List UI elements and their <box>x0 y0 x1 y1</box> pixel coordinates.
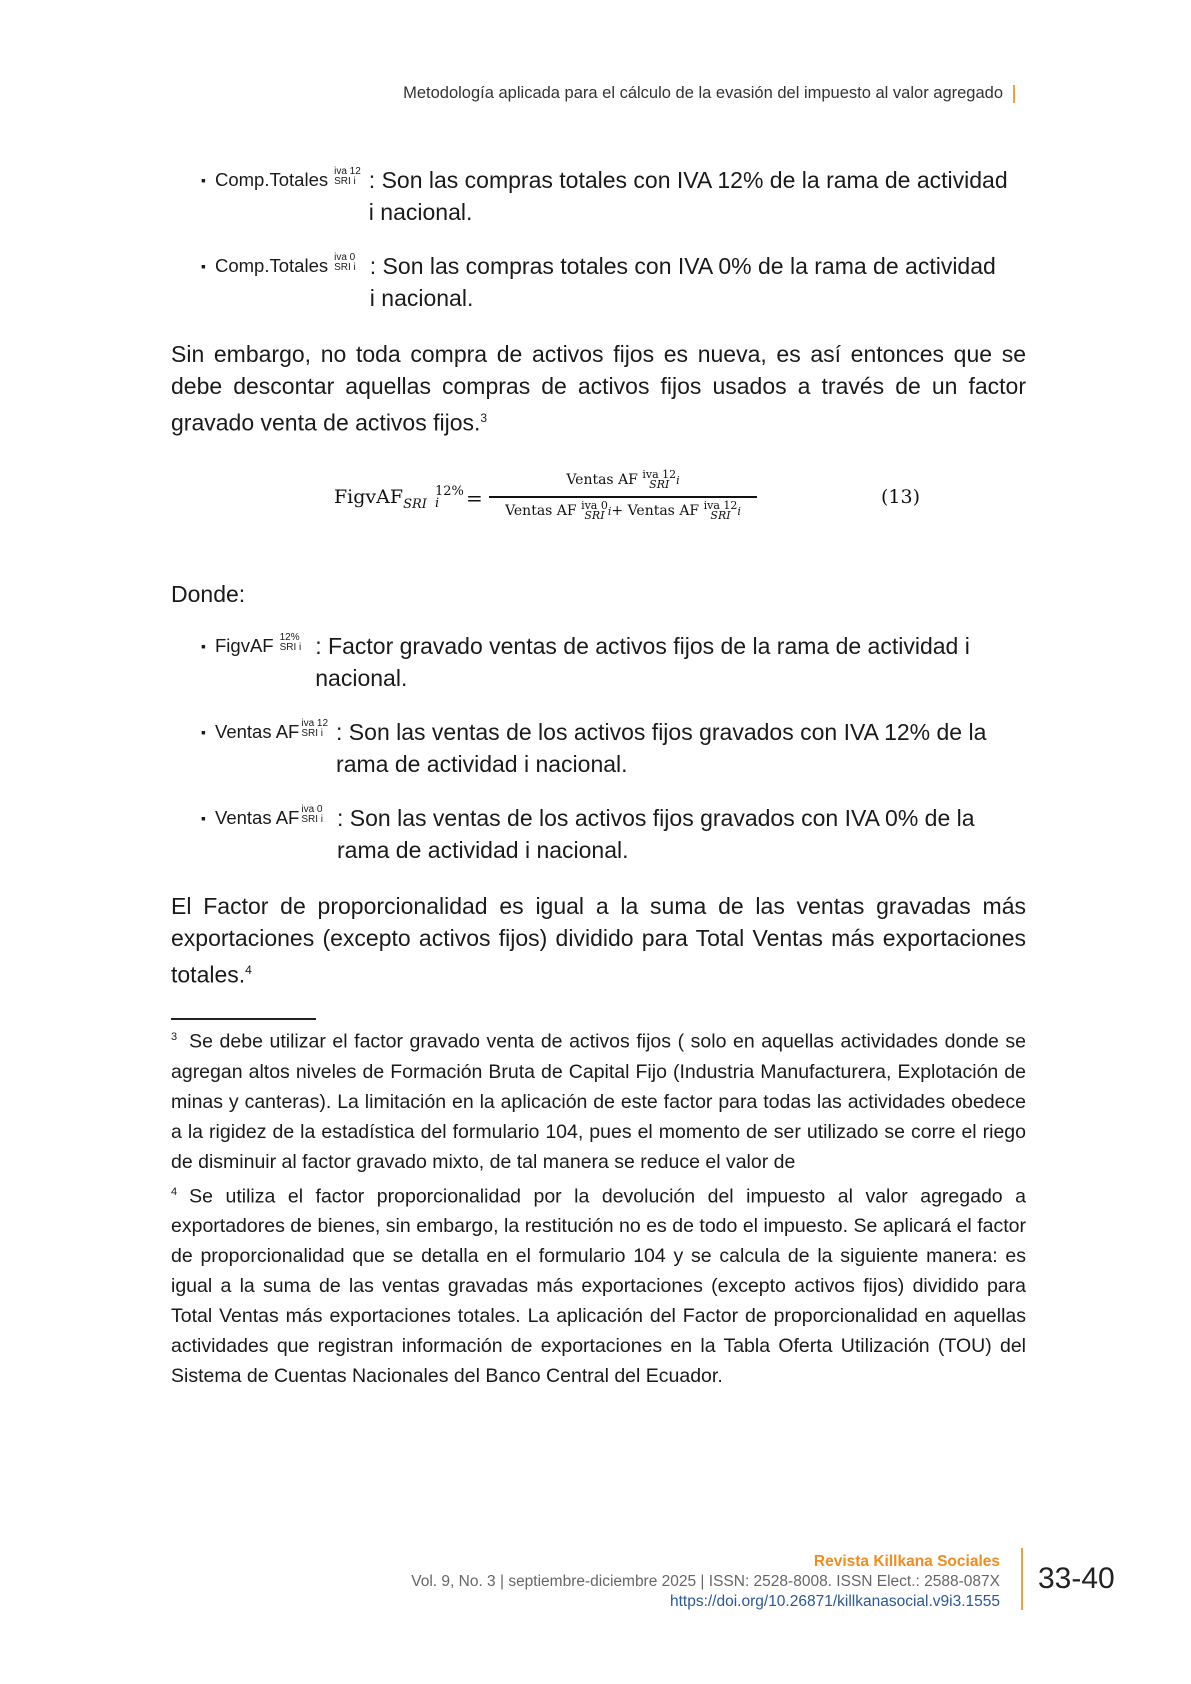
desc-line2: i nacional. <box>368 199 473 225</box>
variable-name: FigvAF <box>215 635 274 656</box>
footnote-number: 4 <box>171 1185 178 1198</box>
equation-number: (13) <box>880 486 920 508</box>
footnote-ref-4: 4 <box>245 963 252 977</box>
fraction-numerator: Ventas AF iva 12 SRI i <box>566 468 680 491</box>
paragraph-2 <box>171 890 1026 991</box>
paragraph-1 <box>171 338 1026 439</box>
variable-label <box>215 164 361 196</box>
paragraph-2-text: El Factor de proporcionalidad es igual a la suma de las ventas gravadas más exportaciones (excepto activos fijos) dividido para Total Ventas más exportaciones totales. <box>171 893 1026 988</box>
equation-fraction <box>489 470 757 521</box>
variable-name: Ventas AF <box>215 807 300 828</box>
bullet-mark: ▪ <box>201 638 206 654</box>
fraction-denominator: Ventas AF iva 0 SRI i+ Ventas AF iva 12 SRI i <box>505 498 741 522</box>
variable-sup: iva 12 <box>334 166 361 177</box>
paragraph-1-text: Sin embargo, no toda compra de activos fijos es nueva, es así entonces que se debe descontar aquellas compras de activos fijos usados a través de un factor gravado venta de activos fijos. <box>171 341 1026 436</box>
bullet-description <box>370 250 1026 314</box>
variable-sub: SRI i <box>334 262 356 273</box>
equation-13 <box>334 470 994 530</box>
footnote-3 <box>171 1022 1026 1177</box>
desc-line2: i nacional. <box>369 285 474 311</box>
desc-line1: : Son las compras totales con IVA 0% de la rama de actividad <box>369 253 996 279</box>
bullet-mark: ▪ <box>201 172 206 188</box>
footnote-text: Se utiliza el factor proporcionalidad por la devolución del impuesto al valor agregado a exportadores de bienes, sin embargo, la restitución no es de todo el impuesto. Se aplicará el factor de proporcionalidad que se detalla en el formulario 104 y se calcula de la siguiente manera: es igual a la suma de las ventas gravadas más exportaciones (excepto activos fijos) dividido para Total Ventas más exportaciones totales. La aplicación del Factor de proporcionalidad en aquellas actividades que registran información de exportaciones en la Tabla Oferta Utilización (TOU) del Sistema de Cuentas Nacionales del Banco Central del Ecuador. <box>171 1185 1026 1387</box>
bullet-comp-totales-iva0 <box>201 250 1026 314</box>
doi-link[interactable]: https://doi.org/10.26871/killkanasocial.v9i3.1555 <box>669 1593 1000 1610</box>
journal-name: Revista Killkana Sociales <box>813 1553 1000 1570</box>
bullet-mark: ▪ <box>201 810 206 826</box>
desc-line2: rama de actividad i nacional. <box>336 751 628 777</box>
desc-line1: : Son las ventas de los activos fijos gravados con IVA 0% de la <box>337 805 975 831</box>
bullet-figvaf <box>201 630 1026 694</box>
bullet-description <box>315 630 1026 694</box>
bullet-mark: ▪ <box>201 258 206 274</box>
variable-name: Ventas AF <box>215 721 300 742</box>
page-footer <box>200 1552 1000 1612</box>
variable-sub: SRI i <box>301 814 324 825</box>
footnote-rule <box>171 1018 316 1020</box>
variable-sup: 12% <box>279 632 300 643</box>
running-header <box>403 84 1015 103</box>
bullet-mark: ▪ <box>201 724 206 740</box>
bullet-description <box>336 716 1026 780</box>
variable-label <box>215 802 323 834</box>
bullet-description <box>369 164 1026 228</box>
footnotes <box>171 1022 1026 1391</box>
variable-sub: SRI i <box>334 176 356 187</box>
desc-line1: : Factor gravado ventas de activos fijos de la rama de actividad i <box>315 633 970 659</box>
variable-sup: iva 0 <box>301 804 323 815</box>
desc-line1: : Son las ventas de los activos fijos gravados con IVA 12% de la <box>336 719 987 745</box>
header-accent-bar <box>1013 85 1015 103</box>
variable-sub: SRI i <box>279 642 302 653</box>
bullet-comp-totales-iva12 <box>201 164 1026 228</box>
variable-sup: iva 0 <box>334 252 356 263</box>
desc-line2: nacional. <box>315 665 408 691</box>
bullet-ventas-af-iva0 <box>201 802 1026 866</box>
bullet-description <box>337 802 1026 866</box>
footnote-ref-3: 3 <box>480 411 488 425</box>
journal-meta: Vol. 9, No. 3 | septiembre-diciembre 2025 | ISSN: 2528-8008. ISSN Elect.: 2588-087X <box>411 1573 1000 1590</box>
variable-sup: iva 12 <box>301 718 329 729</box>
footnote-4 <box>171 1177 1026 1392</box>
bullet-ventas-af-iva12 <box>201 716 1026 780</box>
fraction-line <box>489 496 757 498</box>
variable-name: Comp.Totales <box>215 169 329 190</box>
running-header-text: Metodología aplicada para el cálculo de la evasión del impuesto al valor agregado <box>403 84 1003 102</box>
equation-lhs: FigvAF$_{SRI}$ 12% i <box>334 484 464 512</box>
footnote-number: 3 <box>171 1031 178 1043</box>
footnote-text: Se debe utilizar el factor gravado venta de activos fijos ( solo en aquellas actividades donde se agregan altos niveles de Formación Bruta de Capital Fijo (Industria Manufacturera, Explotación de minas y canteras). La limitación en la aplicación de este factor para todas las actividades obedece a la rigidez de la estadística del formulario 104, pues el momento de ser utilizado se corre el riego de disminuir al factor gravado mixto, de tal manera se reduce el valor de <box>171 1030 1026 1173</box>
variable-label <box>215 250 356 282</box>
desc-line1: : Son las compras totales con IVA 12% de la rama de actividad <box>368 167 1008 193</box>
variable-label <box>215 716 328 748</box>
variable-label <box>215 630 301 662</box>
variable-sub: SRI i <box>301 728 324 739</box>
variable-name: Comp.Totales <box>215 255 329 276</box>
equals-sign: = <box>466 486 483 510</box>
footer-separator <box>1021 1548 1023 1610</box>
page-number: 33-40 <box>1038 1562 1115 1595</box>
donde-label: Donde: <box>171 581 246 607</box>
desc-line2: rama de actividad i nacional. <box>337 837 629 863</box>
